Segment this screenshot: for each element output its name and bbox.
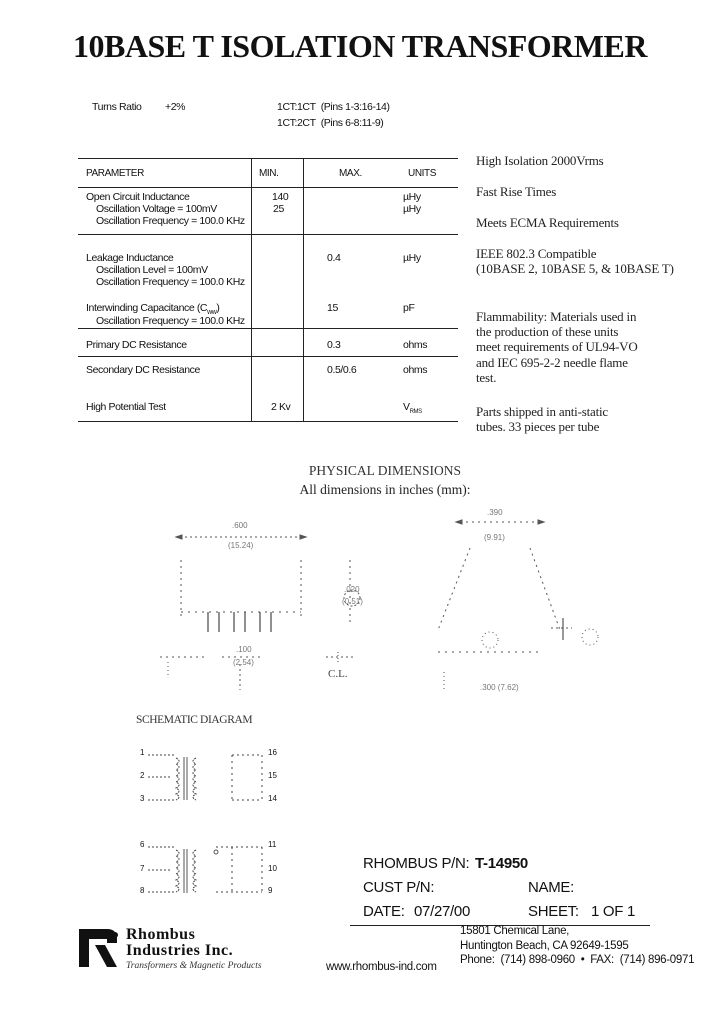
table-row-param: High Potential Test [86,401,166,413]
physical-dimensions-subheading: All dimensions in inches (mm): [299,482,471,497]
date-label: DATE: [363,903,405,920]
turns-ratio-1: 1CT:1CT (Pins 1-3:16-14) [277,101,390,113]
turns-ratio-2: 1CT:2CT (Pins 6-8:11-9) [277,117,384,129]
feature-item: and IEC 695-2-2 needle flame [476,355,628,370]
table-row-param: Primary DC Resistance [86,339,187,351]
table-cell-min: 2 Kv [271,401,291,413]
physical-dimensions-heading: PHYSICAL DIMENSIONS [308,463,462,478]
table-row-param-sub: Oscillation Level = 100mV [96,264,208,276]
rhombus-pn-label: RHOMBUS P/N: [363,855,470,872]
svg-text:(9.91): (9.91) [484,533,505,542]
table-cell-units: µHy [403,191,421,203]
pin-label: 6 [140,840,145,849]
pin-label: 16 [268,748,277,757]
contact-phone-fax: Phone: (714) 898-0960 • FAX: (714) 896-0971 [460,954,695,966]
svg-text:.300 (7.62): .300 (7.62) [480,683,519,692]
schematic-heading: SCHEMATIC DIAGRAM [136,714,253,726]
table-row-param: Open Circuit Inductance [86,191,190,203]
pin-label: 8 [140,886,145,895]
svg-text:.600: .600 [232,521,248,530]
feature-item: meet requirements of UL94-VO [476,339,638,354]
table-row-param: Secondary DC Resistance [86,364,200,376]
feature-item: tubes. 33 pieces per tube [476,419,600,434]
table-cell-min: 140 [272,191,289,203]
table-cell-min: 25 [273,203,284,215]
table-row-param-sub: Oscillation Frequency = 100.0 KHz [96,215,245,227]
pin-label: 14 [268,794,277,803]
pin-label: 11 [268,840,277,849]
company-name-line2: Industries Inc. [126,942,234,959]
feature-item: Flammability: Materials used in [476,309,637,324]
svg-text:.390: .390 [487,508,503,517]
svg-text:.100: .100 [236,645,252,654]
table-row-param-sub: Oscillation Voltage = 100mV [96,203,217,215]
cust-pn-label: CUST P/N: [363,879,435,896]
name-label: NAME: [528,879,575,896]
feature-item: test. [476,370,497,385]
turns-ratio-tolerance: +2% [165,101,186,113]
table-cell-units: pF [403,302,415,314]
rhombus-pn-value: T-14950 [475,855,528,872]
pin-label: 10 [268,864,277,873]
table-row-param: Interwinding Capacitance $(C_{ww})$ [86,302,220,317]
svg-text:(0.51): (0.51) [342,597,363,606]
table-cell-max: 0.5/0.6 [327,364,357,376]
pin-label: 2 [140,771,145,780]
table-row-param: Leakage Inductance [86,252,174,264]
table-row-param-sub: Oscillation Frequency = 100.0 KHz [96,315,245,327]
feature-item: High Isolation 2000Vrms [476,153,604,168]
svg-text:.020: .020 [344,585,360,594]
col-header-max: MAX. [339,168,362,179]
sheet-value: 1 OF 1 [591,903,636,920]
table-cell-units: $V_{RMS}$ [403,401,422,416]
date-value: 07/27/00 [414,903,470,920]
feature-item: (10BASE 2, 10BASE 5, & 10BASE T) [476,261,674,276]
svg-text:(15.24): (15.24) [228,541,254,550]
table-cell-max: 15 [327,302,338,314]
website-link[interactable]: www.rhombus-ind.com [326,961,437,973]
table-cell-units: µHy [403,203,421,215]
sheet-label: SHEET: [528,903,579,920]
pin-label: 3 [140,794,145,803]
company-name-line1: Rhombus [126,926,196,943]
center-line-label: C.L. [328,668,348,680]
table-cell-max: 0.4 [327,252,341,264]
table-cell-units: ohms [403,339,428,351]
address-line2: Huntington Beach, CA 92649-1595 [460,940,629,952]
table-row-param-sub: Oscillation Frequency = 100.0 KHz [96,276,245,288]
feature-item: IEEE 802.3 Compatible [476,246,597,261]
pin-label: 15 [268,771,277,780]
feature-item: Parts shipped in anti-static [476,404,608,419]
feature-item: the production of these units [476,324,619,339]
address-line1: 15801 Chemical Lane, [460,925,570,937]
col-header-units: UNITS [408,168,437,179]
feature-item: Fast Rise Times [476,184,557,199]
col-header-parameter: PARAMETER [86,168,144,179]
turns-ratio-label: Turns Ratio [92,101,142,113]
pin-label: 1 [140,748,145,757]
page-title: 10BASE T ISOLATION TRANSFORMER [73,28,647,64]
feature-item: Meets ECMA Requirements [476,215,619,230]
company-tagline: Transformers & Magnetic Products [126,961,262,971]
col-header-min: MIN. [259,168,279,179]
pin-label: 9 [268,886,273,895]
pin-label: 7 [140,864,145,873]
table-cell-units: ohms [403,364,428,376]
table-cell-units: µHy [403,252,421,264]
svg-text:(2.54): (2.54) [233,658,254,667]
table-cell-max: 0.3 [327,339,341,351]
